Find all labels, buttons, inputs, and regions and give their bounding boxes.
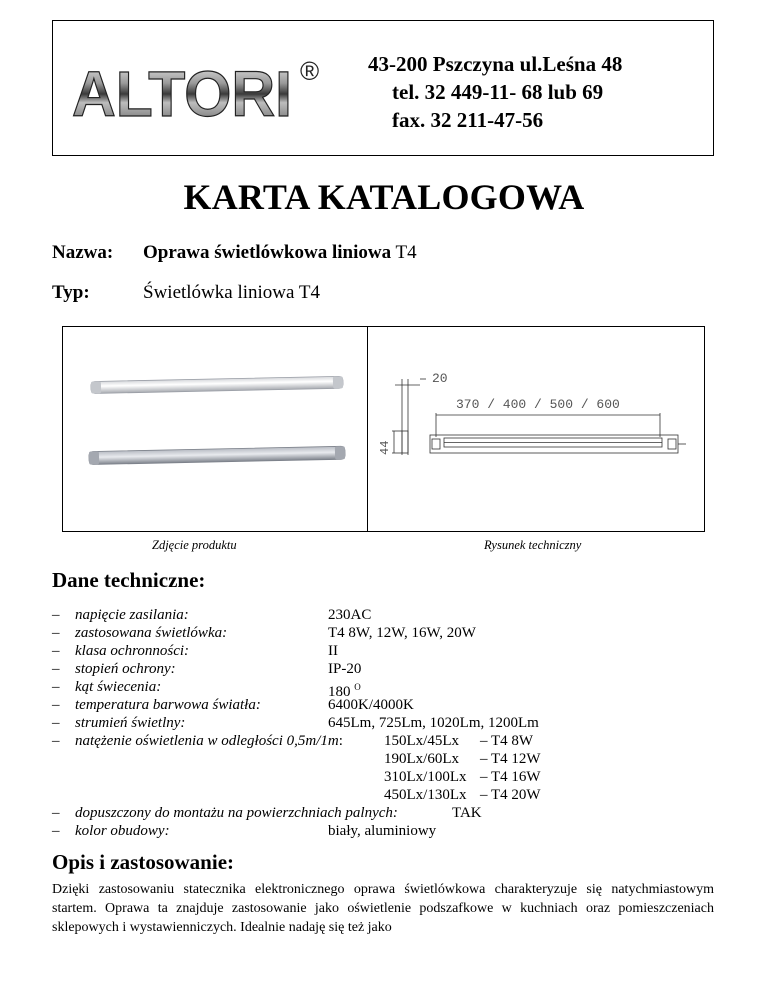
- illuminance-model-12w: – T4 12W: [480, 751, 541, 767]
- spec-dash: –: [52, 607, 60, 623]
- specs-heading: Dane techniczne:: [52, 568, 206, 592]
- illuminance-lx-12w: 190Lx/60Lx: [384, 751, 459, 767]
- name-value-main: Oprawa świetlówkowa liniowa: [143, 242, 392, 263]
- logo-text: ALTORI: [72, 58, 292, 128]
- spec-dash: –: [52, 643, 60, 659]
- illuminance-model-16w: – T4 16W: [480, 769, 541, 785]
- registered-mark: ®: [300, 56, 320, 86]
- illuminance-colon: :: [338, 733, 343, 749]
- spec-label-illuminance: [75, 732, 343, 750]
- spec-dash: –: [52, 715, 60, 731]
- spec-value-flammable-surface: TAK: [452, 805, 482, 821]
- spec-label-color-temp: temperatura barwowa światła:: [75, 697, 261, 713]
- illuminance-model-20w: – T4 20W: [480, 787, 541, 803]
- spec-value-voltage: 230AC: [328, 607, 372, 623]
- technical-drawing: [367, 326, 705, 532]
- name-value: [143, 242, 417, 264]
- illuminance-label-text: natężenie oświetlenia w odległości 0,5m/1m: [75, 733, 339, 749]
- spec-label-tube: zastosowana świetlówka:: [75, 625, 228, 641]
- spec-dash: –: [52, 805, 60, 821]
- spec-dash: –: [52, 733, 60, 749]
- spec-dash: –: [52, 679, 60, 695]
- description-text: Dzięki zastosowaniu statecznika elektronicznego oprawa świetlówkowa charakteryzuje się natychmiastowym startem. Oprawa ta znajduje zastosowanie jako oświetlenie podszafkowe w kuchniach oraz pomieszczeniach sklepowych i wystawienniczych. Idealnie nadaję się też jako: [52, 882, 714, 935]
- altori-logo: [68, 54, 330, 128]
- spec-label-protection-class: klasa ochronności:: [75, 643, 190, 659]
- fax-line: fax. 32 211-47-56: [392, 108, 544, 132]
- spec-value-beam-angle: [328, 678, 361, 700]
- spec-value-tube: T4 8W, 12W, 16W, 20W: [328, 625, 476, 641]
- spec-label-voltage: napięcie zasilania:: [75, 607, 189, 623]
- type-label: Typ:: [52, 282, 90, 303]
- dimension-length-label: 370 / 400 / 500 / 600: [456, 397, 620, 412]
- illuminance-lx-16w: 310Lx/100Lx: [384, 769, 467, 785]
- spec-value-housing-color: biały, aluminiowy: [328, 823, 437, 839]
- address-line: 43-200 Pszczyna ul.Leśna 48: [368, 52, 623, 76]
- name-label: Nazwa:: [52, 242, 114, 263]
- spec-label-ip-rating: stopień ochrony:: [75, 661, 176, 677]
- illuminance-model-8w: – T4 8W: [480, 733, 534, 749]
- type-value: Świetlówka liniowa T4: [143, 282, 320, 303]
- illuminance-lx-20w: 450Lx/130Lx: [384, 787, 467, 803]
- dimension-height-label: 44: [378, 440, 392, 455]
- technical-drawing-illustration: [368, 327, 704, 531]
- spec-dash: –: [52, 823, 60, 839]
- spec-value-luminous-flux: 645Lm, 725Lm, 1020Lm, 1200Lm: [328, 715, 539, 731]
- degree-mark: O: [354, 682, 361, 692]
- product-photo-illustration: [63, 327, 367, 531]
- spec-value-color-temp: 6400K/4000K: [328, 697, 414, 713]
- spec-value-protection-class: II: [328, 643, 338, 659]
- spec-dash: –: [52, 625, 60, 641]
- spec-dash: –: [52, 697, 60, 713]
- name-value-model: T4: [395, 242, 417, 263]
- description-heading: Opis i zastosowanie:: [52, 850, 235, 874]
- beam-angle-number: 180: [328, 684, 351, 700]
- spec-label-flammable-surface: dopuszczony do montażu na powierzchniach palnych:: [75, 805, 398, 821]
- dimension-width-label: 20: [432, 371, 448, 386]
- spec-label-beam-angle: kąt świecenia:: [75, 679, 162, 695]
- illuminance-lx-8w: 150Lx/45Lx: [384, 733, 459, 749]
- spec-value-ip-rating: IP-20: [328, 661, 362, 677]
- spec-dash: –: [52, 661, 60, 677]
- document-title: KARTA KATALOGOWA: [183, 177, 585, 217]
- phone-line: tel. 32 449-11- 68 lub 69: [392, 80, 604, 104]
- photo-caption: Zdjęcie produktu: [152, 538, 237, 552]
- spec-label-housing-color: kolor obudowy:: [75, 823, 170, 839]
- drawing-caption: Rysunek techniczny: [484, 538, 582, 552]
- spec-label-luminous-flux: strumień świetlny:: [75, 715, 186, 731]
- product-photo: [62, 326, 368, 532]
